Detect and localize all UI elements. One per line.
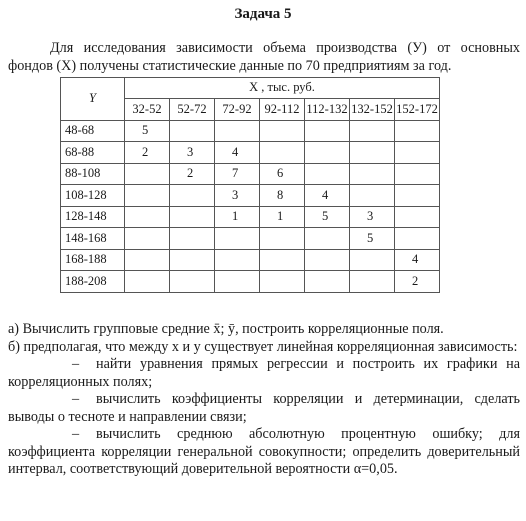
dash-marker: –: [72, 356, 80, 372]
frequency-cell: 5: [125, 120, 170, 142]
task-items: [8, 356, 520, 479]
frequency-cell: [125, 271, 170, 293]
frequency-cell: [170, 249, 215, 271]
correlation-table: [60, 77, 440, 293]
task-item: [8, 356, 520, 391]
frequency-cell: 8: [260, 185, 305, 207]
intro-text: Для исследования зависимости объема производства (У) от основных фондов (Х) получены статистические данные по 70 предприятиям за год.: [8, 40, 520, 74]
frequency-cell: 2: [125, 142, 170, 164]
frequency-cell: [125, 163, 170, 185]
x-column-header: 92-112: [260, 99, 305, 121]
task-item: [8, 391, 520, 426]
frequency-cell: 3: [215, 185, 260, 207]
frequency-cell: [305, 120, 350, 142]
frequency-cell: [305, 142, 350, 164]
frequency-cell: [350, 163, 395, 185]
y-interval-label: 68-88: [61, 142, 125, 164]
task-list: [8, 321, 520, 479]
frequency-cell: [305, 163, 350, 185]
frequency-cell: [395, 206, 440, 228]
x-column-header: 32-52: [125, 99, 170, 121]
y-interval-label: 48-68: [61, 120, 125, 142]
frequency-cell: [125, 206, 170, 228]
frequency-cell: [260, 271, 305, 293]
frequency-cell: [260, 228, 305, 250]
frequency-cell: [260, 142, 305, 164]
y-header: Y: [61, 78, 125, 121]
frequency-cell: 4: [305, 185, 350, 207]
x-column-header: 132-152: [350, 99, 395, 121]
frequency-cell: [395, 120, 440, 142]
frequency-cell: 4: [395, 249, 440, 271]
frequency-cell: 4: [215, 142, 260, 164]
frequency-cell: [350, 271, 395, 293]
table-row: [61, 271, 440, 293]
frequency-cell: 1: [260, 206, 305, 228]
table-body: [61, 120, 440, 292]
frequency-cell: [170, 206, 215, 228]
frequency-cell: 7: [215, 163, 260, 185]
frequency-cell: 2: [395, 271, 440, 293]
frequency-cell: [395, 185, 440, 207]
frequency-cell: [215, 249, 260, 271]
dash-marker: –: [72, 426, 80, 442]
table-row: [61, 142, 440, 164]
dash-marker: –: [72, 391, 80, 407]
frequency-cell: [305, 271, 350, 293]
frequency-cell: 5: [305, 206, 350, 228]
frequency-cell: [215, 120, 260, 142]
table-row: [61, 163, 440, 185]
frequency-cell: [395, 163, 440, 185]
table-row: [61, 206, 440, 228]
frequency-cell: [170, 120, 215, 142]
frequency-cell: [350, 185, 395, 207]
x-column-header: 72-92: [215, 99, 260, 121]
table-row: [61, 228, 440, 250]
y-interval-label: 188-208: [61, 271, 125, 293]
y-interval-label: 108-128: [61, 185, 125, 207]
task-a: а) Вычислить групповые средние x̄; ȳ, построить корреляционные поля.: [8, 321, 444, 337]
table-row: [61, 249, 440, 271]
frequency-cell: [170, 228, 215, 250]
task-title: Задача 5: [234, 6, 292, 22]
frequency-cell: [170, 271, 215, 293]
intro-paragraph: [8, 40, 520, 75]
y-interval-label: 128-148: [61, 206, 125, 228]
frequency-cell: [395, 228, 440, 250]
x-column-header: 112-132: [305, 99, 350, 121]
frequency-cell: [305, 228, 350, 250]
y-interval-label: 168-188: [61, 249, 125, 271]
frequency-cell: [125, 249, 170, 271]
frequency-cell: [215, 271, 260, 293]
table-row: [61, 185, 440, 207]
frequency-cell: [350, 142, 395, 164]
y-interval-label: 88-108: [61, 163, 125, 185]
task-item-text: вычислить коэффициенты корреляции и детерминации, сделать выводы о тесноте и направлении связи;: [8, 391, 520, 425]
frequency-cell: [260, 120, 305, 142]
task-item-text: найти уравнения прямых регрессии и построить их графики на корреляционных полях;: [8, 356, 520, 390]
frequency-cell: [125, 228, 170, 250]
frequency-cell: [305, 249, 350, 271]
frequency-cell: 1: [215, 206, 260, 228]
frequency-cell: 5: [350, 228, 395, 250]
x-column-header: 52-72: [170, 99, 215, 121]
x-column-header: 152-172: [395, 99, 440, 121]
task-item-text: вычислить среднюю абсолютную процентную ошибку; для коэффициента корреляции генеральной совокупности; определить доверительный интервал, соответствующий доверительной вероятности α=0,05.: [8, 426, 520, 477]
frequency-cell: [260, 249, 305, 271]
table-row: [61, 120, 440, 142]
frequency-cell: [170, 185, 215, 207]
frequency-cell: 6: [260, 163, 305, 185]
frequency-cell: 2: [170, 163, 215, 185]
frequency-cell: 3: [350, 206, 395, 228]
task-b: б) предполагая, что между х и у существует линейная корреляционная зависимость:: [8, 338, 518, 355]
frequency-cell: [395, 142, 440, 164]
frequency-cell: 3: [170, 142, 215, 164]
y-interval-label: 148-168: [61, 228, 125, 250]
task-item: [8, 426, 520, 479]
frequency-cell: [350, 249, 395, 271]
frequency-cell: [350, 120, 395, 142]
x-header: X , тыс. руб.: [125, 78, 440, 99]
frequency-cell: [125, 185, 170, 207]
frequency-cell: [215, 228, 260, 250]
